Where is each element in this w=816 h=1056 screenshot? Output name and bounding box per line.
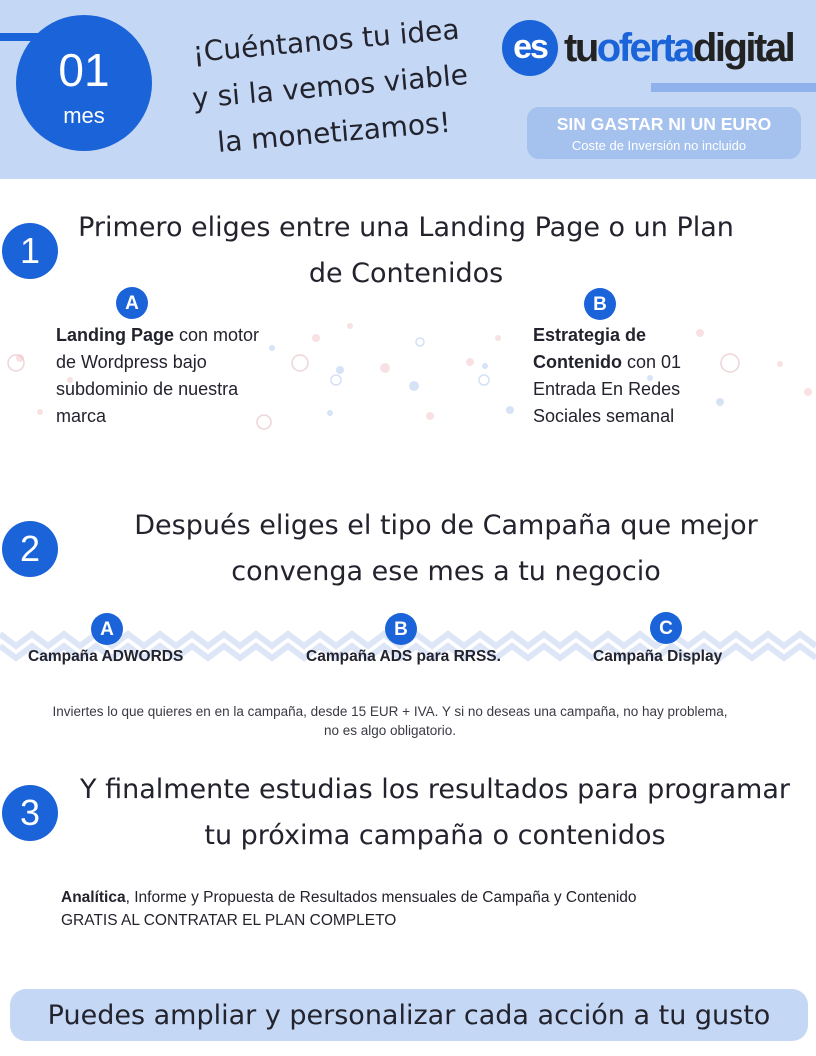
step-1-heading: Primero eliges entre una Landing Page o un Plan de Contenidos bbox=[78, 212, 734, 289]
option-b-rest: con 01 Entrada En Redes Sociales semanal bbox=[533, 352, 682, 426]
month-unit: mes bbox=[63, 103, 105, 128]
option-a-rest: con motor de Wordpress bajo subdominio de nuestra marca bbox=[56, 325, 260, 426]
tagline-line-2: y si la vemos viable bbox=[190, 58, 470, 115]
logo-wordmark bbox=[564, 23, 793, 73]
logo-word-oferta: oferta bbox=[596, 26, 693, 70]
step-2-campaign-a-label: Campaña ADWORDS bbox=[28, 648, 184, 665]
tagline bbox=[185, 6, 476, 168]
step-2-note: Inviertes lo que quieres en en la campaña, desde 15 EUR + IVA. Y si no deseas una campaña, no hay problema, no es algo obligatorio. bbox=[52, 704, 728, 738]
logo-word-tu: tu bbox=[564, 26, 597, 70]
logo-es-circle: es bbox=[502, 20, 558, 76]
step-2-campaign-b-letter: B bbox=[385, 613, 417, 645]
step-2-campaign-c-label: Campaña Display bbox=[593, 648, 723, 665]
header-accent-line-right bbox=[651, 83, 816, 92]
tagline-line-1: ¡Cuéntanos tu idea bbox=[191, 12, 461, 69]
logo-word-digital: digital bbox=[692, 26, 794, 70]
analytics-bold: Analítica bbox=[61, 889, 126, 906]
step-2-campaign-a-letter: A bbox=[91, 613, 123, 645]
badge-subtitle: Coste de Inversión no incluido bbox=[571, 138, 747, 153]
footer-band bbox=[10, 989, 808, 1041]
step-1-option-b-letter: B bbox=[584, 288, 616, 320]
step-1-option-a-text bbox=[56, 322, 276, 430]
option-b-bold: Estrategia de Contenido bbox=[533, 325, 647, 372]
step-2-campaign-b-label: Campaña ADS para RRSS. bbox=[306, 648, 501, 665]
step-3-circle: 3 bbox=[2, 785, 58, 841]
analytics-note: GRATIS AL CONTRATAR EL PLAN COMPLETO bbox=[61, 912, 397, 929]
step-3-analytics bbox=[61, 886, 781, 932]
brand-logo bbox=[502, 19, 812, 79]
option-a-bold: Landing Page bbox=[56, 325, 175, 345]
price-badge bbox=[527, 107, 801, 159]
step-1-option-a-letter: A bbox=[116, 287, 148, 319]
tagline-line-3: la monetizamos! bbox=[215, 105, 452, 159]
step-2-circle: 2 bbox=[2, 521, 58, 577]
month-circle bbox=[16, 15, 152, 151]
analytics-rest: , Informe y Propuesta de Resultados mensuales de Campaña y Contenido bbox=[125, 889, 637, 906]
badge-title: SIN GASTAR NI UN EURO bbox=[556, 114, 772, 134]
step-2-campaign-c-letter: C bbox=[650, 612, 682, 644]
step-1-circle: 1 bbox=[2, 223, 58, 279]
step-1-option-b-text bbox=[533, 322, 723, 430]
month-number: 01 bbox=[58, 44, 110, 96]
step-2-heading: Después eliges el tipo de Campaña que mejor convenga ese mes a tu negocio bbox=[134, 510, 758, 587]
step-3-heading: Y finalmente estudias los resultados para programar tu próxima campaña o contenidos bbox=[80, 774, 790, 851]
footer-text: Puedes ampliar y personalizar cada acción a tu gusto bbox=[47, 1000, 771, 1031]
